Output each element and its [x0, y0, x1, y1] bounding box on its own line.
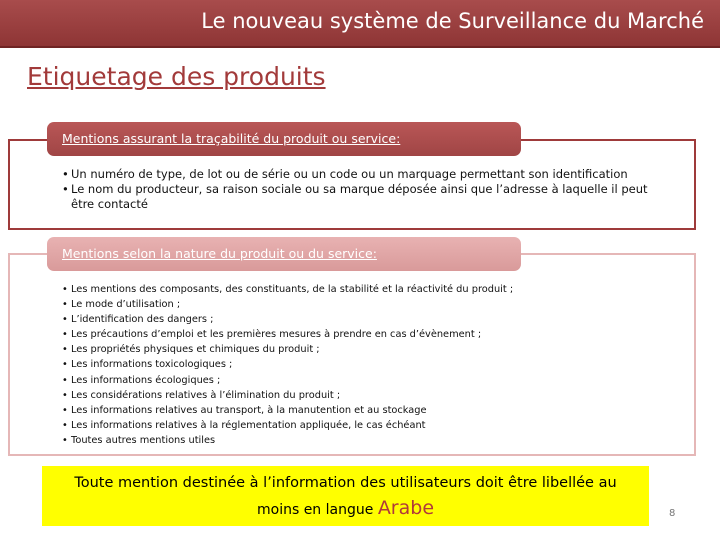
- list-item: • Toutes autres mentions utiles: [62, 433, 662, 448]
- traceability-heading: Mentions assurant la traçabilité du produit ou service:: [47, 122, 521, 156]
- list-item: • Les informations relatives à la réglementation appliquée, le cas échéant: [62, 418, 662, 433]
- list-item: • Un numéro de type, de lot ou de série ou un code ou un marquage permettant son identification: [62, 167, 662, 182]
- list-item: • Les propriétés physiques et chimiques du produit ;: [62, 342, 662, 357]
- page-title: Etiquetage des produits: [27, 62, 326, 91]
- list-item: • Le mode d’utilisation ;: [62, 297, 662, 312]
- note-line-2-prefix: moins en langue: [256, 502, 374, 518]
- list-item: • Les informations écologiques ;: [62, 373, 662, 388]
- header-title: Le nouveau système de Surveillance du Marché: [201, 9, 704, 33]
- arabic-requirement-note: [42, 466, 649, 526]
- header-banner: [0, 0, 720, 48]
- list-item: • Le nom du producteur, sa raison sociale ou sa marque déposée ainsi que l’adresse à laquelle il peut être contacté: [62, 182, 662, 212]
- list-item: • Les informations toxicologiques ;: [62, 357, 662, 372]
- note-language: Arabe: [377, 497, 435, 519]
- note-line-2: [42, 497, 649, 521]
- traceability-list: [62, 167, 662, 212]
- list-item: • Les considérations relatives à l’élimination du produit ;: [62, 388, 662, 403]
- note-line-1: Toute mention destinée à l’information des utilisateurs doit être libellée au: [74, 475, 617, 491]
- nature-list: [62, 282, 662, 448]
- list-item: • Les précautions d’emploi et les premières mesures à prendre en cas d’évènement ;: [62, 327, 662, 342]
- list-item: • L’identification des dangers ;: [62, 312, 662, 327]
- page-number: 8: [669, 508, 676, 519]
- nature-heading: Mentions selon la nature du produit ou du service:: [47, 237, 521, 271]
- list-item: • Les informations relatives au transport, à la manutention et au stockage: [62, 403, 662, 418]
- list-item: • Les mentions des composants, des constituants, de la stabilité et la réactivité du produit ;: [62, 282, 662, 297]
